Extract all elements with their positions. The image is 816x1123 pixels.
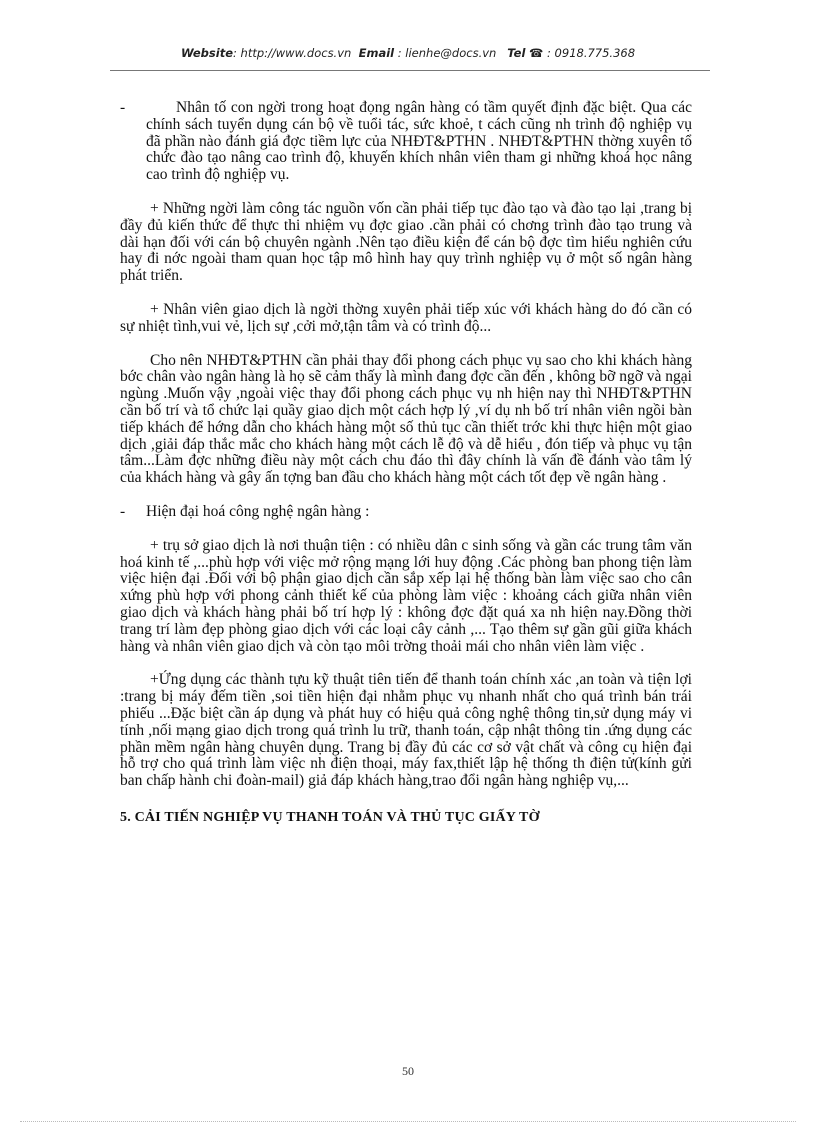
bullet-text: Nhân tố con ngời trong hoạt đọng ngân hàng có tầm quyết định đặc biệt. Qua các chính sách tuyển dụng cán bộ về tuổi tác, sức khoẻ, t cách cũng nh trình độ nghiệp vụ đã phần nào đánh giá đợc tiềm lực của NHĐT&PTHN . NHĐT&PTHN thờng xuyên tổ chức đào tạo nâng cao trình độ, khuyến khích nhân viên tham gi những khoá học nâng cao trình độ nghiệp vụ. <box>146 99 692 184</box>
email-label: Email <box>358 46 395 60</box>
page-number: 50 <box>402 1064 414 1078</box>
phone-icon: ☎ <box>529 46 544 60</box>
bullet-marker: - <box>120 502 126 520</box>
paragraph: Cho nên NHĐT&PTHN cần phải thay đổi phong cách phục vụ sao cho khi khách hàng bớc chân vào ngân hàng là họ sẽ cảm thấy là mình đang đợc cần đến , không bỡ ngỡ và ngại ngùng .Muốn vậy ,ngoài việc thay đổi phong cách phục vụ nh hiện nay thì NHĐT&PTHN cần bố trí và tổ chức lại quầy giao dịch một cách hợp lý ,ví dụ nh bố trí nhân viên ngồi bàn tiếp khách để hớng dẫn cho khách hàng một số thủ tục cần thiết trớc khi thực hiện một giao dịch ,giải đáp thắc mắc cho khách hàng một cách lễ độ và dễ hiểu , đón tiếp và phục vụ tận tâm...Làm đợc những điều này một cách chu đáo thì đây chính là vấn đề đánh vào tâm lý của khách hàng và gây ấn tợng ban đầu cho khách hàng một cách tốt đẹp về ngân hàng . <box>120 351 692 487</box>
bullet-item <box>120 100 692 184</box>
email-value: : lienhe@docs.vn <box>394 46 497 60</box>
paragraph: + trụ sở giao dịch là nơi thuận tiện : có nhiều dân c sinh sống và gần các trung tâm văn hoá kinh tế ,...phù hợp với việc mở rộng mạng lới huy động .Các phòng ban phong tiện làm việc hiện đại .Đối với bộ phận giao dịch cần sắp xếp lại hệ thống bàn làm việc sao cho cân xứng phù hợp với phong cảnh thiết kế của phòng làm việc : khoảng cách giữa nhân viên giao dịch và khách hàng phải bố trí hợp lý : không đợc đặt quá xa nh hiện nay.Đồng thời trang trí làm đẹp phòng giao dịch với các loại cây cảnh ,... Tạo thêm sự gần gũi giữa khách hàng và nhân viên giao dịch và còn tạo môi trờng thoải mái cho nhân viên làm việc . <box>120 536 692 655</box>
section-heading: 5. CẢI TIẾN NGHIỆP VỤ THANH TOÁN VÀ THỦ TỤC GIẤY TỜ <box>120 809 540 825</box>
bullet-text: Hiện đại hoá công nghệ ngân hàng : <box>146 502 370 520</box>
website-label: Website <box>180 46 234 60</box>
paragraph: +Ứng dụng các thành tựu kỹ thuật tiên tiến để thanh toán chính xác ,an toàn và tiện lợi :trang bị máy đếm tiền ,soi tiền hiện đại nhằm phục vụ nhanh nhất cho quá trình bán trái phiếu ...Đặc biệt cần áp dụng và phát huy có hiệu quả công nghệ thông tin,sử dụng máy vi tính ,nối mạng giao dịch trong quá trình lu trữ, thanh toán, cập nhật thông tin .ứng dụng các phần mềm ngân hàng chuyên dụng. Trang bị đầy đủ các cơ sở vật chất và công cụ hiện đại hỗ trợ cho quá trình làm việc nh điện thoại, máy fax,thiết lập hệ thống th điện tử(kính gửi ban chấp hành chi đoàn-mail) giả đáp khách hàng,trao đổi ngân hàng nghiệp vụ,... <box>120 671 692 790</box>
page-header <box>0 46 816 60</box>
paragraph: + Những ngời làm công tác nguồn vốn cần phải tiếp tục đào tạo và đào tạo lại ,trang bị đầy đủ kiến thức để thực thi nhiệm vụ đợc giao .cần phải có chơng trình đào tạo trung và dài hạn đối với cán bộ chuyên ngành .Nên tạo điều kiện để cán bộ đợc tìm hiểu nghiên cứu hay đi nớc ngoài tham quan học tập mô hình hay quy trình nghiệp vụ ở một số ngân hàng phát triển. <box>120 199 692 285</box>
document-body <box>120 100 692 827</box>
tel-label: Tel <box>507 46 526 60</box>
paragraph: + Nhân viên giao dịch là ngời thờng xuyên phải tiếp xúc với khách hàng do đó cần có sự nhiệt tình,vui vẻ, lịch sự ,cởi mở,tận tâm và có trình độ... <box>120 300 692 335</box>
page-bottom-divider <box>20 1121 796 1122</box>
website-value: : http://www.docs.vn <box>233 46 352 60</box>
bullet-item <box>120 504 692 521</box>
tel-value: : 0918.775.368 <box>543 46 636 60</box>
header-divider <box>110 70 710 71</box>
bullet-marker: - <box>120 99 126 116</box>
